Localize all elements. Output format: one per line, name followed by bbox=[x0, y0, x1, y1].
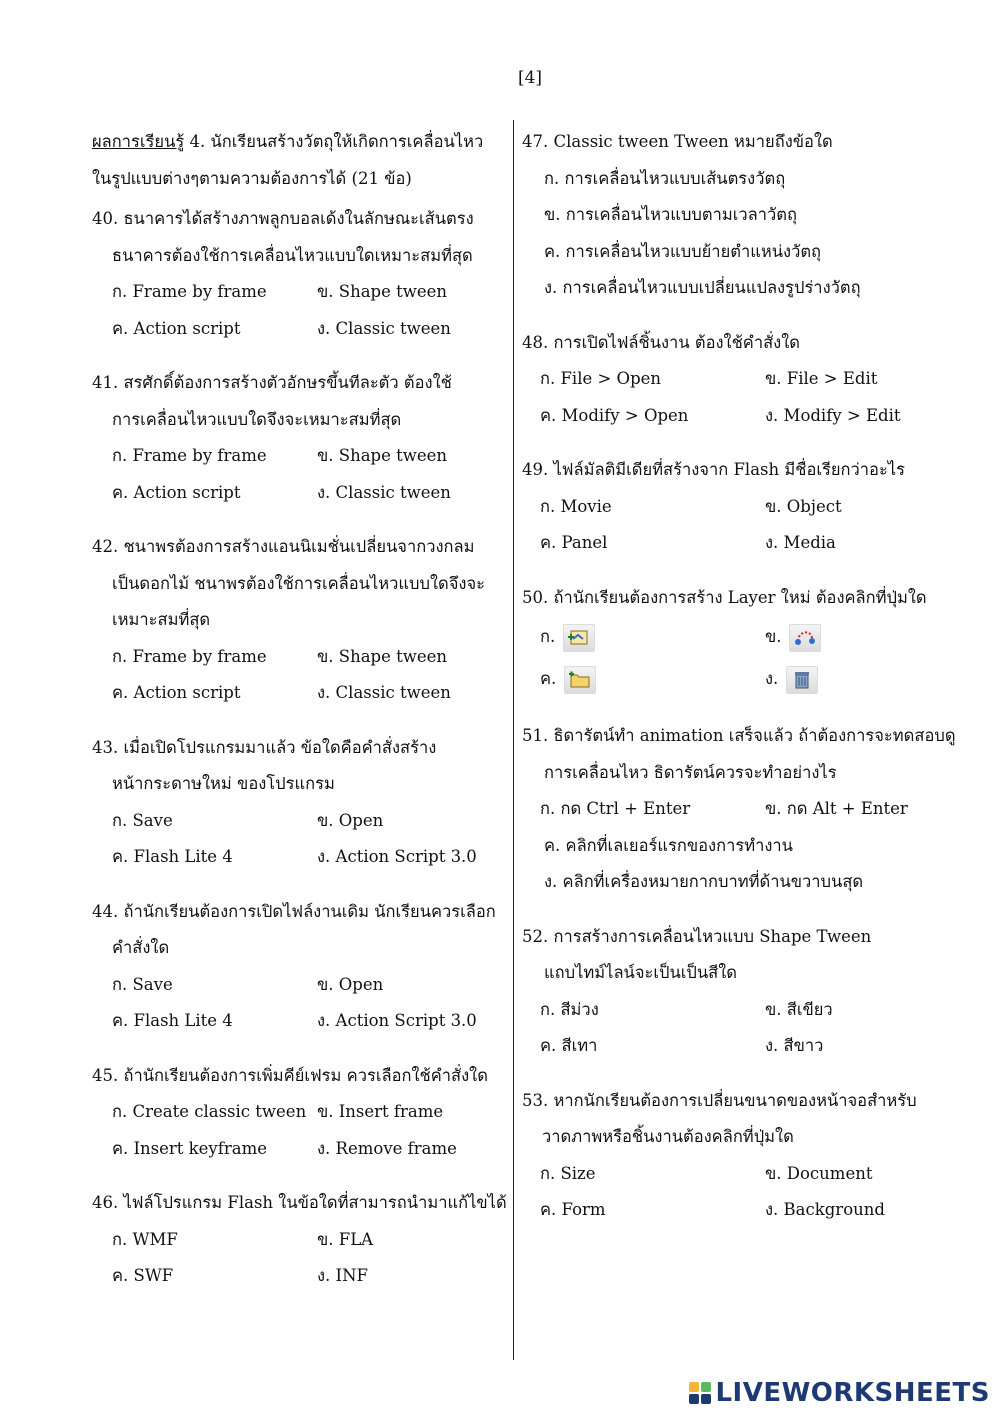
option-d[interactable]: ง. Modify > Edit bbox=[765, 405, 901, 425]
option-a[interactable]: ก. File > Open bbox=[540, 369, 662, 388]
option-d[interactable]: ง. Classic tween bbox=[317, 318, 451, 338]
option-b[interactable] bbox=[765, 616, 962, 658]
question-text: แถบไทม์ไลน์จะเป็นเป็นสีใด bbox=[544, 963, 737, 982]
option-c[interactable]: ค. Panel bbox=[540, 533, 608, 552]
question-41 bbox=[92, 365, 510, 511]
new-layer-icon[interactable] bbox=[563, 624, 595, 652]
learning-outcome bbox=[92, 124, 510, 197]
option-a[interactable]: ก. Save bbox=[112, 810, 173, 830]
option-a[interactable]: ก. Frame by frame bbox=[112, 646, 267, 666]
left-column bbox=[92, 124, 510, 1295]
option-a[interactable] bbox=[540, 616, 765, 658]
option-b[interactable]: ข. Object bbox=[765, 496, 842, 516]
option-label: ก. bbox=[540, 627, 556, 646]
question-text: 41. สรศักดิ์ต้องการสร้างตัวอักษรขึ้นทีละตัว ต้องใช้ bbox=[92, 373, 452, 392]
option-c[interactable]: ค. Insert keyframe bbox=[112, 1138, 267, 1158]
logo-square bbox=[701, 1394, 711, 1404]
column-divider bbox=[513, 120, 514, 1360]
question-text: วาดภาพหรือชิ้นงานต้องคลิกที่ปุ่มใด bbox=[542, 1127, 794, 1146]
option-b[interactable]: ข. สีเขียว bbox=[765, 999, 833, 1019]
question-text: 47. Classic tween Tween หมายถึงข้อใด bbox=[522, 132, 833, 151]
question-40 bbox=[92, 201, 510, 347]
option-c[interactable]: ค. Flash Lite 4 bbox=[112, 847, 233, 866]
question-text: การเคลื่อนไหวแบบใดจึงจะเหมาะสมที่สุด bbox=[112, 409, 402, 429]
option-d[interactable]: ง. การเคลื่อนไหวแบบเปลี่ยนแปลงรูปร่างวัตถุ bbox=[544, 278, 861, 297]
liveworksheets-logo[interactable] bbox=[689, 1379, 990, 1407]
option-c[interactable]: ค. การเคลื่อนไหวแบบย้ายตำแหน่งวัตถุ bbox=[544, 241, 822, 261]
option-d[interactable]: ง. สีขาว bbox=[765, 1036, 824, 1055]
option-d[interactable]: ง. คลิกที่เครื่องหมายกากบาทที่ด้านขวาบนสุด bbox=[544, 872, 864, 891]
outcome-text: 4. นักเรียนสร้างวัตถุให้เกิดการเคลื่อนไหว bbox=[184, 132, 484, 151]
question-text: การเคลื่อนไหว ธิดารัตน์ควรจะทำอย่างไร bbox=[544, 762, 837, 782]
question-45 bbox=[92, 1058, 510, 1168]
question-49 bbox=[522, 452, 962, 562]
option-b[interactable]: ข. Shape tween bbox=[317, 446, 448, 465]
option-a[interactable]: ก. กด Ctrl + Enter bbox=[540, 799, 691, 818]
option-c[interactable] bbox=[540, 658, 765, 700]
option-a[interactable]: ก. Frame by frame bbox=[112, 282, 267, 301]
question-text: หน้ากระดาษใหม่ ของโปรแกรม bbox=[112, 774, 335, 793]
option-c[interactable]: ค. Form bbox=[540, 1200, 606, 1219]
question-47 bbox=[522, 124, 962, 307]
question-53 bbox=[522, 1083, 962, 1229]
question-text: 46. ไฟล์โปรแกรม Flash ในข้อใดที่สามารถนำมาแก้ไขได้ bbox=[92, 1193, 507, 1212]
question-text: 40. ธนาคารได้สร้างภาพลูกบอลเด้งในลักษณะเส้นตรง bbox=[92, 209, 474, 228]
question-51 bbox=[522, 718, 962, 901]
logo-square bbox=[701, 1382, 711, 1392]
option-b[interactable]: ข. FLA bbox=[317, 1229, 374, 1249]
motion-guide-icon[interactable] bbox=[789, 624, 821, 652]
option-d[interactable]: ง. Remove frame bbox=[317, 1138, 457, 1158]
logo-square bbox=[689, 1394, 699, 1404]
option-c[interactable]: ค. Modify > Open bbox=[540, 405, 689, 425]
option-label: ค. bbox=[540, 669, 557, 688]
question-43 bbox=[92, 730, 510, 876]
option-c[interactable]: ค. สีเทา bbox=[540, 1036, 598, 1055]
option-a[interactable]: ก. การเคลื่อนไหวแบบเส้นตรงวัตถุ bbox=[544, 168, 786, 188]
option-b[interactable]: ข. Open bbox=[317, 810, 384, 830]
question-46 bbox=[92, 1185, 510, 1295]
option-d[interactable]: ง. Classic tween bbox=[317, 683, 451, 702]
option-a[interactable]: ก. Create classic tween bbox=[112, 1102, 307, 1121]
option-c[interactable]: ค. Action script bbox=[112, 683, 241, 702]
page-number: [4] bbox=[517, 68, 543, 88]
logo-text: LIVEWORKSHEETS bbox=[715, 1378, 990, 1408]
trash-icon[interactable] bbox=[786, 666, 818, 694]
option-d[interactable] bbox=[765, 658, 962, 700]
option-d[interactable]: ง. Action Script 3.0 bbox=[317, 847, 477, 866]
option-a[interactable]: ก. Save bbox=[112, 974, 173, 994]
option-label: ข. bbox=[765, 627, 782, 646]
option-d[interactable]: ง. Action Script 3.0 bbox=[317, 1011, 477, 1030]
option-b[interactable]: ข. Shape tween bbox=[317, 646, 448, 666]
right-column bbox=[522, 124, 962, 1229]
question-text: 50. ถ้านักเรียนต้องการสร้าง Layer ใหม่ ต้องคลิกที่ปุ่มใด bbox=[522, 587, 927, 607]
option-a[interactable]: ก. Size bbox=[540, 1163, 596, 1183]
question-text: เป็นดอกไม้ ชนาพรต้องใช้การเคลื่อนไหวแบบใดจึงจะ bbox=[112, 573, 485, 593]
question-text: 49. ไฟล์มัลติมีเดียที่สร้างจาก Flash มีชื่อเรียกว่าอะไร bbox=[522, 460, 905, 479]
option-d[interactable]: ง. Background bbox=[765, 1200, 885, 1219]
question-44 bbox=[92, 894, 510, 1040]
question-48 bbox=[522, 325, 962, 435]
option-a[interactable]: ก. WMF bbox=[112, 1229, 178, 1249]
question-text: 52. การสร้างการเคลื่อนไหวแบบ Shape Tween bbox=[522, 926, 872, 946]
option-d[interactable]: ง. Media bbox=[765, 533, 836, 552]
option-c[interactable]: ค. SWF bbox=[112, 1266, 174, 1285]
option-d[interactable]: ง. Classic tween bbox=[317, 482, 451, 502]
question-text: 43. เมื่อเปิดโปรแกรมมาแล้ว ข้อใดคือคำสั่งสร้าง bbox=[92, 737, 437, 757]
option-c[interactable]: ค. Action script bbox=[112, 482, 241, 502]
option-b[interactable]: ข. กด Alt + Enter bbox=[765, 799, 908, 818]
option-a[interactable]: ก. Movie bbox=[540, 496, 612, 516]
question-text: ธนาคารต้องใช้การเคลื่อนไหวแบบใดเหมาะสมที่สุด bbox=[112, 245, 473, 265]
question-text: เหมาะสมที่สุด bbox=[112, 610, 211, 629]
question-50 bbox=[522, 580, 962, 701]
question-text: 44. ถ้านักเรียนต้องการเปิดไฟล์งานเดิม นักเรียนควรเลือก bbox=[92, 901, 496, 921]
question-42 bbox=[92, 529, 510, 712]
option-a[interactable]: ก. Frame by frame bbox=[112, 446, 267, 465]
option-d[interactable]: ง. INF bbox=[317, 1266, 368, 1285]
option-c[interactable]: ค. คลิกที่เลเยอร์แรกของการทำงาน bbox=[544, 835, 793, 855]
question-text: 48. การเปิดไฟล์ชิ้นงาน ต้องใช้คำสั่งใด bbox=[522, 332, 800, 352]
new-folder-icon[interactable] bbox=[564, 666, 596, 694]
option-c[interactable]: ค. Action script bbox=[112, 318, 241, 338]
question-text: 45. ถ้านักเรียนต้องการเพิ่มคีย์เฟรม ควรเลือกใช้คำสั่งใด bbox=[92, 1065, 488, 1085]
question-text: 42. ชนาพรต้องการสร้างแอนนิเมชั่นเปลี่ยนจากวงกลม bbox=[92, 537, 475, 556]
outcome-text-2: ในรูปแบบต่างๆตามความต้องการได้ (21 ข้อ) bbox=[92, 168, 412, 188]
logo-square bbox=[689, 1382, 699, 1392]
question-text: 53. หากนักเรียนต้องการเปลี่ยนขนาดของหน้าจอสำหรับ bbox=[522, 1090, 917, 1110]
option-b[interactable]: ข. Open bbox=[317, 974, 384, 994]
option-label: ง. bbox=[765, 669, 779, 688]
outcome-label: ผลการเรียนรู้ bbox=[92, 132, 185, 151]
option-b[interactable]: ข. Document bbox=[765, 1163, 873, 1183]
option-b[interactable]: ข. Insert frame bbox=[317, 1102, 444, 1121]
option-c[interactable]: ค. Flash Lite 4 bbox=[112, 1011, 233, 1030]
question-text: คำสั่งใด bbox=[112, 938, 170, 957]
option-b[interactable]: ข. File > Edit bbox=[765, 369, 878, 388]
option-b[interactable]: ข. Shape tween bbox=[317, 282, 448, 301]
question-text: 51. ธิดารัตน์ทำ animation เสร็จแล้ว ถ้าต้องการจะทดสอบดู bbox=[522, 726, 956, 745]
option-a[interactable]: ก. สีม่วง bbox=[540, 999, 599, 1019]
option-b[interactable]: ข. การเคลื่อนไหวแบบตามเวลาวัตถุ bbox=[544, 205, 797, 224]
question-52 bbox=[522, 919, 962, 1065]
logo-mark-icon bbox=[689, 1382, 711, 1404]
